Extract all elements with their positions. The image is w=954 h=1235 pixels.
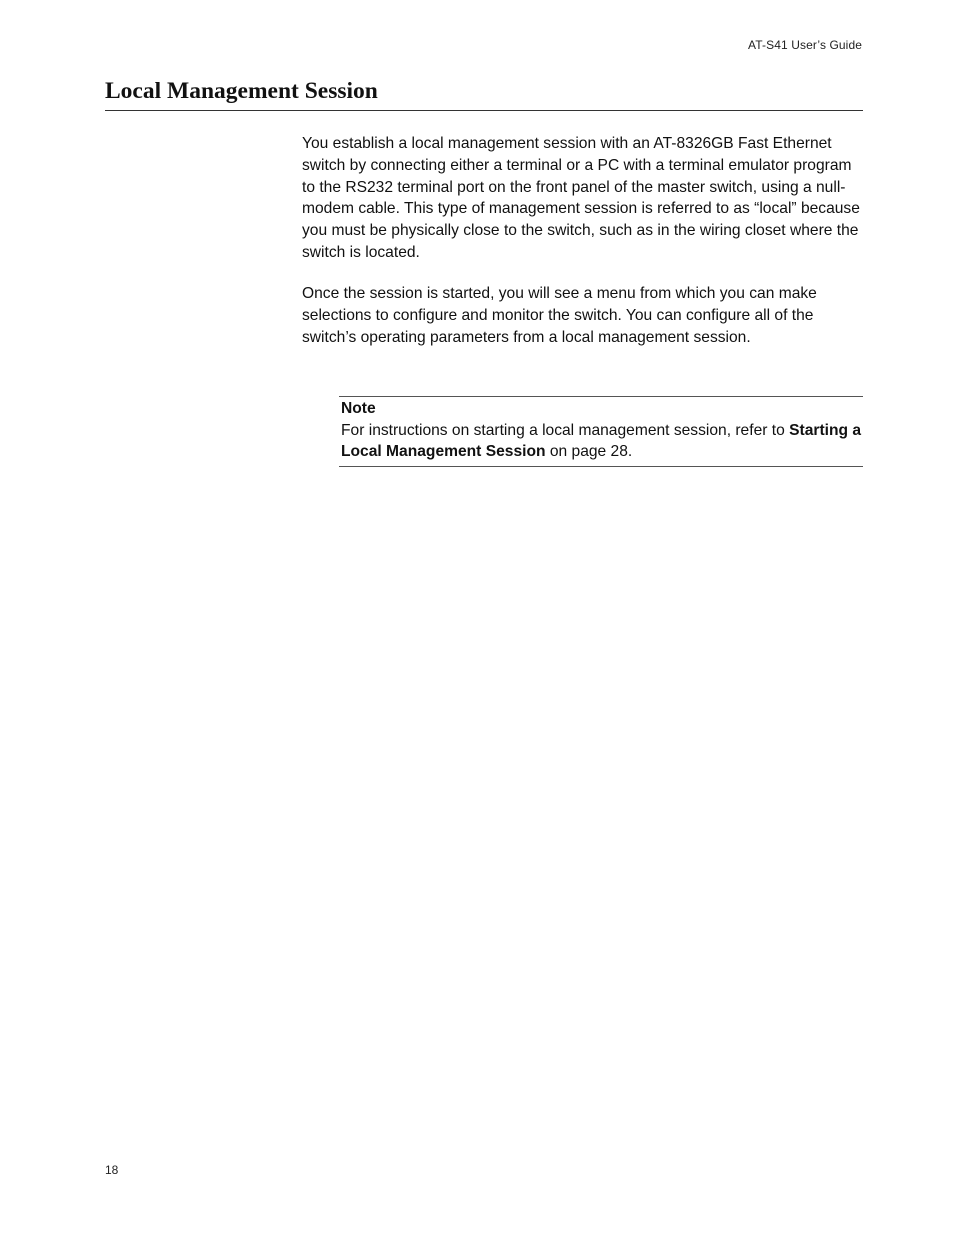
note-text xyxy=(341,420,863,463)
note-label: Note xyxy=(341,400,376,417)
running-header: AT-S41 User’s Guide xyxy=(748,38,862,52)
note-box xyxy=(339,396,863,467)
note-text-before: For instructions on starting a local management session, refer to xyxy=(341,421,790,439)
note-text-after: on page 28. xyxy=(545,443,633,460)
body-paragraph-2: Once the session is started, you will see a menu from which you can make selections to configure and monitor the switch. You can configure all of the switch’s operating parameters from a local management session. xyxy=(302,285,817,346)
section-title: Local Management Session xyxy=(105,76,863,111)
body-paragraph-1: You establish a local management session with an AT-8326GB Fast Ethernet switch by connecting either a terminal or a PC with a terminal emulator program to the RS232 terminal port on the front panel of the master switch, using a null-modem cable. This type of management session is referred to as “local” because you must be physically close to the switch, such as in the wiring closet where the switch is located. xyxy=(302,135,860,261)
cross-reference-link[interactable]: Starting a Local Management Session xyxy=(341,421,862,460)
page-number: 18 xyxy=(105,1163,119,1177)
